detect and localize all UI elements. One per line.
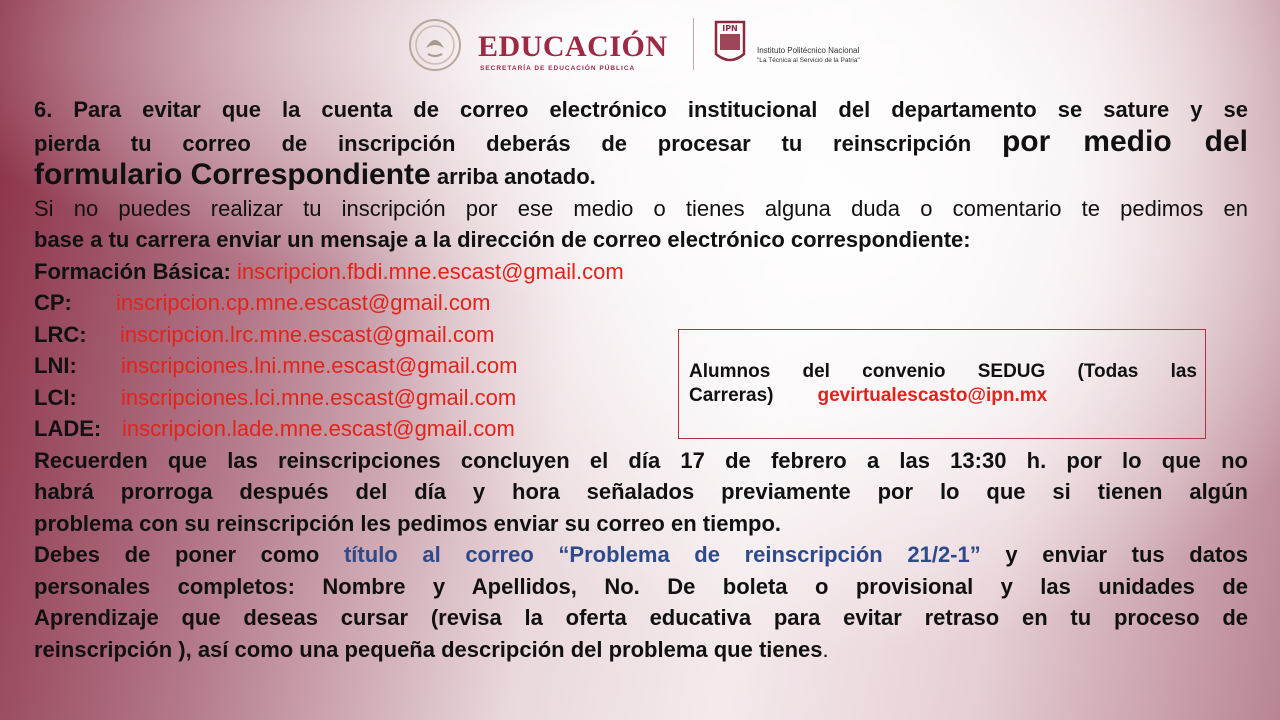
paragraph-2-line-1: Si no puedes realizar tu inscripción por ese medio o tienes alguna duda o comentario te pedimos en xyxy=(34,195,1248,221)
paragraph-1-emphasis-2: formulario Correspondiente xyxy=(34,158,431,191)
email-link[interactable]: inscripciones.lni.mne.escast@gmail.com xyxy=(121,353,518,378)
career-label: LADE: xyxy=(34,416,102,441)
edu-subtitle: SECRETARÍA DE EDUCACIÓN PÚBLICA xyxy=(480,65,636,72)
ipn-motto: "La Técnica al Servicio de la Patria" xyxy=(757,57,860,64)
sedug-email-link[interactable]: gevirtualescasto@ipn.mx xyxy=(817,385,1048,406)
paragraph-1-line-2 xyxy=(34,126,1248,160)
email-link[interactable]: inscripcion.lade.mne.escast@gmail.com xyxy=(122,416,515,441)
ipn-logo-text: IPN xyxy=(722,24,738,33)
paragraph-1-line-2-text: pierda tu correo de inscripción deberás de procesar tu reinscripción xyxy=(34,130,972,156)
paragraph-4-line-1 xyxy=(34,539,1248,571)
email-link[interactable]: inscripcion.fbdi.mne.escast@gmail.com xyxy=(236,258,624,284)
paragraph-4-period: . xyxy=(822,636,829,662)
paragraph-3-line-2: habrá prorroga después del día y hora señalados previamente por lo que si tienen algún xyxy=(34,479,1248,504)
email-subject-text: título al correo “Problema de reinscripción 21/2-1” xyxy=(343,542,981,567)
paragraph-4-line-1-text: Debes de poner como xyxy=(34,542,320,567)
header-divider xyxy=(693,18,694,70)
email-link[interactable]: inscripciones.lci.mne.escast@gmail.com xyxy=(121,384,517,410)
ipn-logo-icon xyxy=(712,18,748,68)
paragraph-4-line-4-text: reinscripción ), así como una pequeña descripción del problema que tienes xyxy=(34,636,823,662)
paragraph-3-line-3: problema con su reinscripción les pedimos enviar su correo en tiempo. xyxy=(34,510,781,536)
paragraph-1-line-3 xyxy=(34,159,1248,193)
edu-title: EDUCACIÓN xyxy=(478,30,668,63)
career-label: LRC: xyxy=(34,321,87,347)
paragraph-1-line-1: 6. Para evitar que la cuenta de correo electrónico institucional del departamento se sature y se xyxy=(34,97,1248,122)
paragraph-1-line-3-text: arriba anotado. xyxy=(436,164,596,189)
mexico-seal-icon xyxy=(408,18,462,72)
email-link[interactable]: inscripcion.cp.mne.escast@gmail.com xyxy=(116,290,491,315)
paragraph-4-line-3: Aprendizaje que deseas cursar (revisa la oferta educativa para evitar retraso en tu proceso de xyxy=(34,605,1248,630)
paragraph-2-line-2: base a tu carrera enviar un mensaje a la dirección de correo electrónico correspondiente: xyxy=(34,227,971,252)
header-logos xyxy=(400,12,920,76)
career-label: CP: xyxy=(34,290,72,315)
paragraph-4-line-1-end: y enviar tus datos xyxy=(1005,542,1248,567)
sedug-line-2 xyxy=(689,384,1197,408)
paragraph-3-line-1: Recuerden que las reinscripciones concluyen el día 17 de febrero a las 13:30 h. por lo que no xyxy=(34,447,1248,473)
career-label: LCI: xyxy=(34,384,77,410)
email-link[interactable]: inscripcion.lrc.mne.escast@gmail.com xyxy=(120,321,495,347)
career-label: Formación Básica: xyxy=(34,258,231,284)
sedug-line-2-text: Carreras) xyxy=(689,385,774,406)
paragraph-1-emphasis: por medio del xyxy=(1001,124,1248,158)
email-row xyxy=(34,256,1248,288)
ipn-name: Instituto Politécnico Nacional xyxy=(757,46,860,55)
paragraph-4-line-4 xyxy=(34,634,1248,666)
career-label: LNI: xyxy=(34,353,77,378)
sedug-info-box xyxy=(678,329,1206,439)
sedug-line-1: Alumnos del convenio SEDUG (Todas las xyxy=(689,361,1197,382)
paragraph-4-line-2: personales completos: Nombre y Apellidos, No. De boleta o provisional y las unidades de xyxy=(34,573,1248,599)
email-row xyxy=(34,287,1248,319)
